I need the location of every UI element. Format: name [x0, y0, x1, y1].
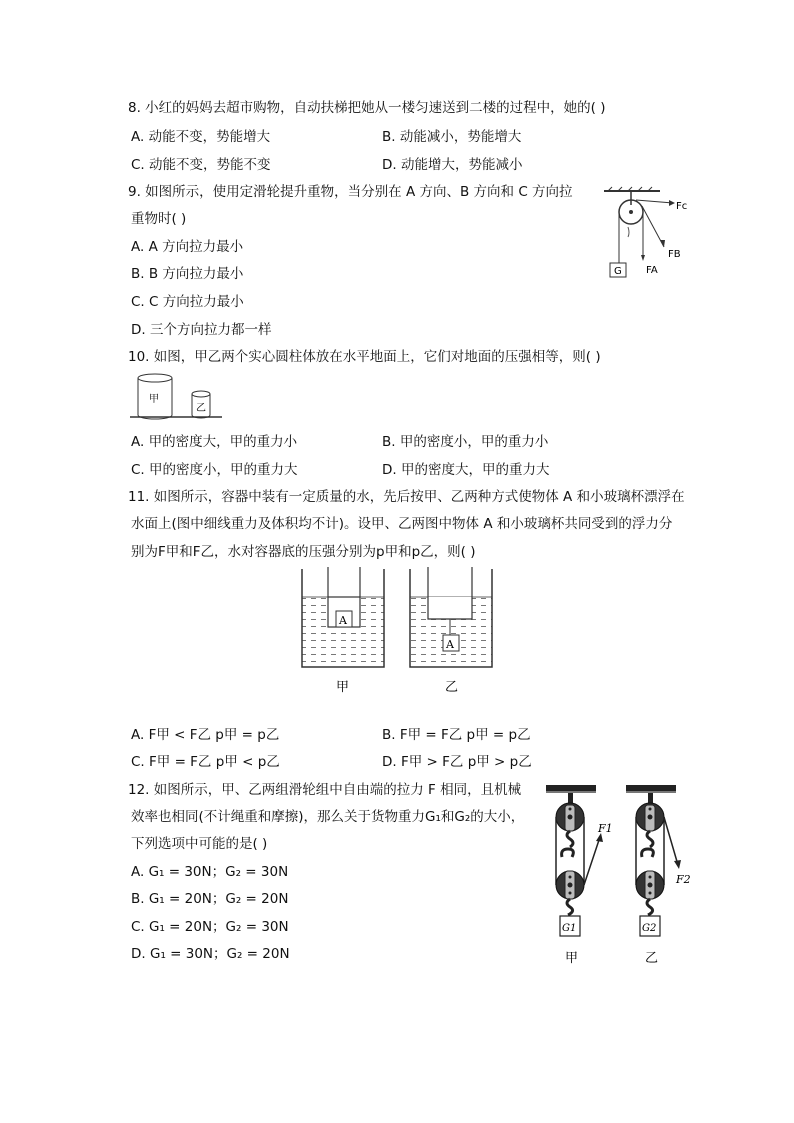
- label-fc: Fc: [676, 201, 688, 212]
- label-g2: G2: [642, 923, 657, 934]
- q11-stem-line2: 水面上(图中细线重力及体积均不计)。设甲、乙两图中物体 A 和小玻璃杯共同受到的浮力分: [131, 516, 673, 532]
- pulley-system-jia: [546, 785, 603, 936]
- container-jia-label: 甲: [336, 680, 350, 695]
- q11-option-b: B. F甲 = F乙 p甲 = p乙: [382, 727, 531, 743]
- q9-option-a: A. A 方向拉力最小: [131, 239, 244, 255]
- q11-stem-line3: 别为F甲和F乙，水对容器底的压强分别为p甲和p乙，则( ): [131, 544, 476, 560]
- q10-option-c: C. 甲的密度小，甲的重力大: [131, 462, 298, 478]
- system-jia-label: 甲: [565, 951, 579, 966]
- q10-option-a: A. 甲的密度大，甲的重力小: [131, 434, 298, 450]
- label-f2: F2: [676, 873, 691, 886]
- q12-option-c: C. G₁ = 20N；G₂ = 30N: [131, 919, 289, 935]
- q8-option-a: A. 动能不变，势能增大: [131, 129, 271, 145]
- q8-option-c: C. 动能不变，势能不变: [131, 157, 271, 173]
- q8-stem: 8. 小红的妈妈去超市购物，自动扶梯把她从一楼匀速送到二楼的过程中，她的( ): [128, 100, 606, 116]
- block-a-yi-label: A: [446, 638, 454, 651]
- q12-pulley-systems-figure: [540, 785, 700, 970]
- glass-cup-yi: [428, 597, 472, 619]
- q9-option-b: B. B 方向拉力最小: [131, 266, 244, 282]
- label-f1: F1: [598, 822, 613, 835]
- rope-fc: [636, 200, 673, 203]
- container-yi-label: 乙: [445, 680, 459, 695]
- q11-stem-line1: 11. 如图所示，容器中装有一定质量的水，先后按甲、乙两种方式使物体 A 和小玻璃杯漂浮在: [128, 489, 685, 505]
- q10-option-b: B. 甲的密度小，甲的重力小: [382, 434, 549, 450]
- q9-stem-line1: 9. 如图所示，使用定滑轮提升重物，当分别在 A 方向、B 方向和 C 方向拉: [128, 184, 573, 200]
- q12-stem-line2: 效率也相同(不计绳重和摩擦)，那么关于货物重力G₁和G₂的大小，: [131, 809, 525, 825]
- q8-option-b: B. 动能减小，势能增大: [382, 129, 522, 145]
- q8-option-d: D. 动能增大，势能减小: [382, 157, 523, 173]
- q11-option-d: D. F甲 > F乙 p甲 > p乙: [382, 754, 532, 770]
- q10-cylinders-figure: [130, 370, 225, 422]
- q11-containers-figure: [300, 567, 500, 702]
- q11-option-c: C. F甲 = F乙 p甲 < p乙: [131, 754, 280, 770]
- q12-stem-line1: 12. 如图所示，甲、乙两组滑轮组中自由端的拉力 F 相同，且机械: [128, 782, 522, 798]
- cylinder-yi-label: 乙: [196, 403, 206, 414]
- container-yi: [410, 567, 492, 667]
- label-g1: G1: [562, 923, 577, 934]
- q12-stem-line3: 下列选项中可能的是( ): [131, 836, 268, 852]
- ceiling-support: [604, 187, 660, 205]
- q9-option-c: C. C 方向拉力最小: [131, 294, 244, 310]
- block-a-jia-label: A: [339, 614, 347, 627]
- label-g: G: [614, 266, 622, 277]
- q12-option-a: A. G₁ = 30N；G₂ = 30N: [131, 864, 289, 880]
- q11-option-a: A. F甲 < F乙 p甲 = p乙: [131, 727, 280, 743]
- q12-option-d: D. G₁ = 30N；G₂ = 20N: [131, 946, 290, 962]
- cylinder-jia-label: 甲: [149, 394, 159, 405]
- q9-pulley-figure: [598, 185, 698, 285]
- q12-option-b: B. G₁ = 20N；G₂ = 20N: [131, 891, 289, 907]
- q10-option-d: D. 甲的密度大，甲的重力大: [382, 462, 550, 478]
- label-fb: FB: [668, 249, 681, 260]
- system-yi-label: 乙: [645, 951, 659, 966]
- q9-option-d: D. 三个方向拉力都一样: [131, 322, 272, 338]
- label-fa: FA: [646, 265, 658, 276]
- q10-stem: 10. 如图，甲乙两个实心圆柱体放在水平地面上，它们对地面的压强相等，则( ): [128, 349, 601, 365]
- pulley-system-yi: [626, 785, 681, 936]
- q9-stem-line2: 重物时( ): [131, 211, 187, 227]
